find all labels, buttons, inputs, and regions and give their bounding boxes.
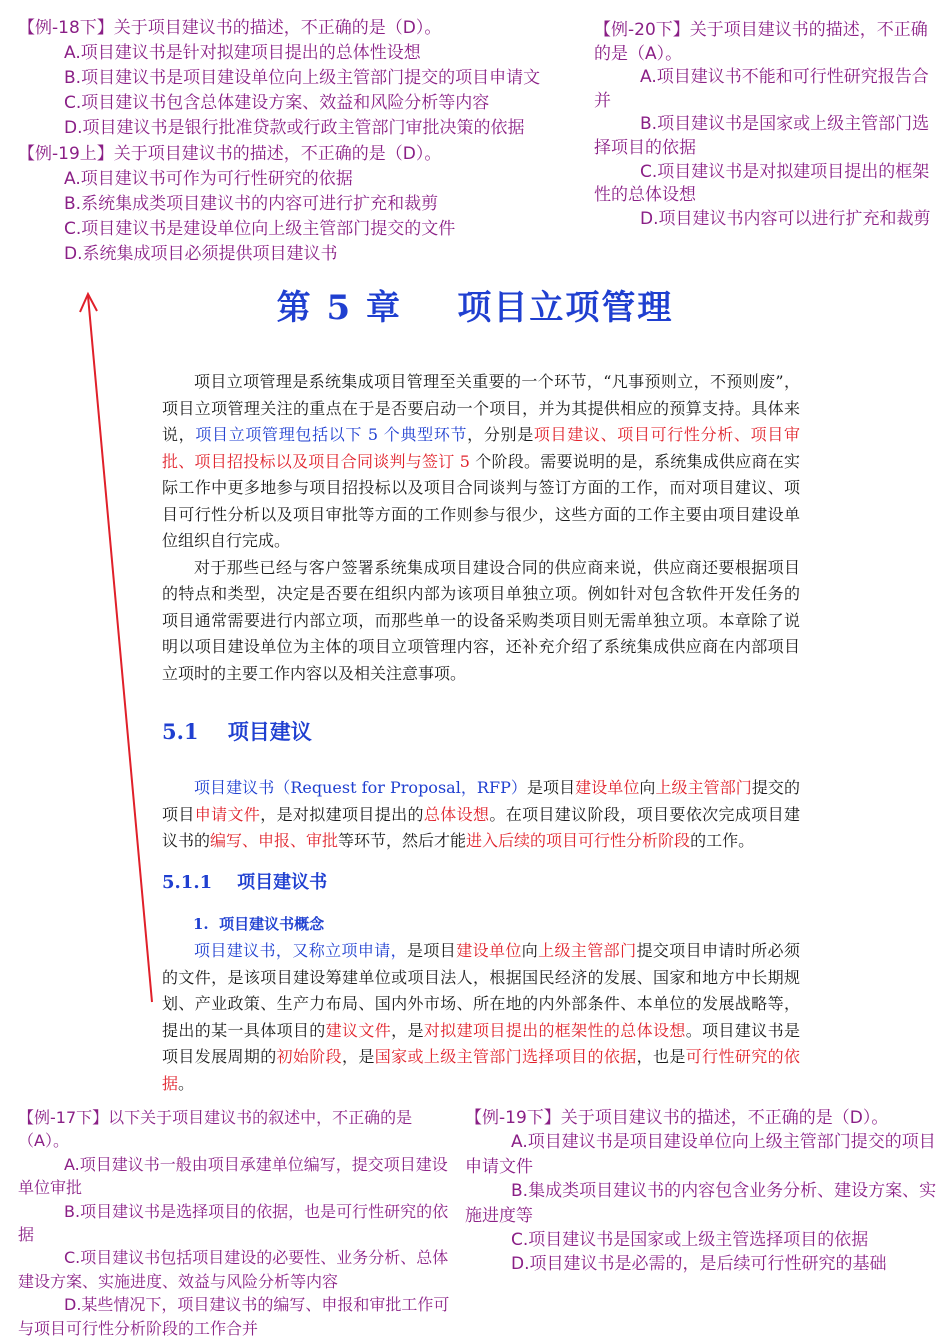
exam-20-option-b: B.项目建议书是国家或上级主管部门选择项目的依据 (594, 114, 930, 158)
section-5-1-heading: 5.1 项目建议 (162, 719, 312, 744)
highlight-red: 总体设想 (423, 804, 490, 824)
highlight-red: 上级主管部门 (655, 778, 752, 797)
text-run: ，也是 (636, 1047, 686, 1066)
text-run: 。项目建议书是项目发展周期的 (162, 1020, 800, 1066)
text-run: 提交的项目 (162, 778, 800, 824)
highlight-red: 建议文件 (325, 1020, 392, 1040)
text-run: 是项目 (407, 941, 457, 960)
exam-17-block (18, 1106, 450, 1340)
exam-17-option-c: C.项目建议书包括项目建设的必要性、业务分析、总体建设方案、实施进度、效益与风险分析等内容 (18, 1248, 449, 1291)
text-run: 是项目 (526, 778, 576, 797)
section-5-1-paragraph (162, 775, 800, 855)
highlight-red: 国家或上级主管部门选择项目的依据 (374, 1047, 637, 1066)
exam-20-option-c: C.项目建议书是对拟建项目提出的框架性的总体设想 (594, 161, 930, 206)
intro-highlight-red: 项目建议、项目可行性分析、项目审批、项目招投标以及项目合同谈判与签订 5 (162, 425, 800, 471)
highlight-red: 对拟建项目提出的框架性的总体设想 (423, 1020, 686, 1040)
highlight-red: 建设单位 (575, 778, 640, 797)
exam-19a-option-c: C.项目建议书是建设单位向上级主管部门提交的文件 (64, 219, 456, 239)
exam-19b-option-d: D.项目建议书是必需的，是后续可行性研究的基础 (511, 1254, 887, 1275)
exam-18-option-c: C.项目建议书包含总体建设方案、效益和风险分析等内容 (64, 93, 490, 113)
text-run: ，是 (342, 1047, 375, 1066)
exam-17-option-d: D.某些情况下，项目建议书的编写、申报和审批工作可与项目可行性分析阶段的工作合并 (18, 1295, 450, 1338)
text-run: 。 (178, 1073, 195, 1093)
exam-18-question: 【例-18下】关于项目建议书的描述，不正确的是（D）。 (18, 18, 442, 38)
text-run: ，是 (391, 1020, 424, 1040)
highlight-red: 初始阶段 (276, 1047, 343, 1066)
text-run: 的工作。 (690, 831, 755, 850)
exam-19a-option-d: D.系统集成项目必须提供项目建议书 (64, 244, 338, 264)
intro-text: 项目立项管理是系统集成项目管理至关重要的一个环节，“凡事预则立，不预则废”，项目立项管理关注的重点在于是否要启动一个项目，并为其提供相应的预算支持。具体来说， (162, 372, 800, 444)
rfp-paragraph (162, 775, 800, 855)
text-run: 等环节，然后才能 (338, 831, 467, 850)
text-run: 。在项目建议阶段，项目要依次完成项目建议书的 (162, 804, 800, 850)
section-5-1-1-heading: 5.1.1 项目建议书 (162, 872, 328, 893)
highlight-red: 建设单位 (456, 941, 522, 960)
exam-19b-block (465, 1106, 937, 1277)
exam-18-option-d: D.项目建议书是银行批准贷款或行政主管部门审批决策的依据 (64, 118, 525, 138)
exam-19b-option-a: A.项目建议书是项目建设单位向上级主管部门提交的项目申请文件 (465, 1132, 936, 1177)
exam-19b-option-c: C.项目建议书是国家或上级主管选择项目的依据 (511, 1230, 869, 1251)
text-run: 提交项目申请时所必须的文件，是该项目建设筹建单位或项目法人，根据国民经济的发展、国家和地方中长期规划、产业政策、生产力布局、国内外市场、所在地的内外部条件、本单位的发展战略等，提出的某一具体项目的 (162, 941, 800, 1040)
highlight-red: 申请文件 (194, 804, 261, 824)
text-run: 向 (639, 778, 656, 797)
exam-18-option-a: A.项目建议书是针对拟建项目提出的总体性设想 (64, 43, 421, 63)
exam-20-option-d: D.项目建议书内容可以进行扩充和裁剪 (640, 208, 931, 229)
exam-20-option-a: A.项目建议书不能和可行性研究报告合并 (594, 67, 929, 111)
text-run: ，是对拟建项目提出的 (260, 804, 424, 824)
concept-term: 项目建议书，又称立项申请， (194, 941, 408, 960)
section-5-1-1-paragraph (162, 938, 800, 1097)
intro-highlight-blue: 项目立项管理包括以下 5 个典型环节 (195, 425, 468, 444)
exam-19a-option-b: B.系统集成类项目建议书的内容可进行扩充和裁剪 (64, 194, 439, 214)
subsection-concept-heading: 1. 项目建议书概念 (193, 915, 325, 933)
intro-paragraph-2: 对于那些已经与客户签署系统集成项目建设合同的供应商来说，供应商还要根据项目的特点和类型，决定是否要在组织内部为该项目单独立项。例如针对包含软件开发任务的项目通常需要进行内部立项，而那些单一的设备采购类项目则无需单独立项。本章除了说明以项目建设单位为主体的项目立项管理内容，还补充介绍了系统集成供应商在内部项目立项时的主要工作内容以及相关注意事项。 (162, 557, 800, 683)
rfp-term: 项目建议书（Request for Proposal，RFP） (194, 778, 527, 797)
exam-19b-option-b: B.集成类项目建议书的内容包含业务分析、建设方案、实施进度等 (465, 1181, 937, 1226)
intro-text: ，分别是 (467, 425, 534, 444)
intro-text: 个阶段。需要说明的是，系统集成供应商在实际工作中更多地参与项目招投标以及项目合同谈判与签订方面的工作，而对项目建议、项目可行性分析以及项目审批等方面的工作则参与很少，这些方面的工作主要由项目建设单位组织自行完成。 (162, 451, 800, 550)
text-run: 向 (521, 941, 539, 960)
exam-19a-option-a: A.项目建议书可作为可行性研究的依据 (64, 169, 353, 189)
exam-17-option-b: B.项目建议书是选择项目的依据，也是可行性研究的依据 (18, 1201, 449, 1245)
highlight-red: 上级主管部门 (538, 941, 637, 960)
concept-paragraph (162, 938, 800, 1097)
exam-19b-question: 【例-19下】关于项目建议书的描述，不正确的是（D）。 (465, 1108, 889, 1128)
exam-19a-question: 【例-19上】关于项目建议书的描述，不正确的是（D）。 (18, 144, 442, 164)
exam-18-option-b: B.项目建议书是项目建设单位向上级主管部门提交的项目申请文 (64, 68, 541, 88)
highlight-red: 可行性研究的依据 (162, 1047, 800, 1093)
exam-17-option-a: A.项目建议书一般由项目承建单位编写，提交项目建设单位审批 (18, 1154, 448, 1198)
highlight-red: 编写、申报、审批 (210, 831, 339, 850)
intro-section (162, 369, 800, 687)
highlight-red: 进入后续的项目可行性分析阶段 (466, 831, 691, 850)
intro-paragraph-1 (162, 369, 800, 555)
chapter-title: 第 5 章 项目立项管理 (276, 288, 674, 328)
exam-17-question: 【例-17下】以下关于项目建议书的叙述中，不正确的是（A）。 (18, 1108, 413, 1151)
exam-20-question: 【例-20下】关于项目建议书的描述，不正确的是（A）。 (594, 20, 928, 64)
